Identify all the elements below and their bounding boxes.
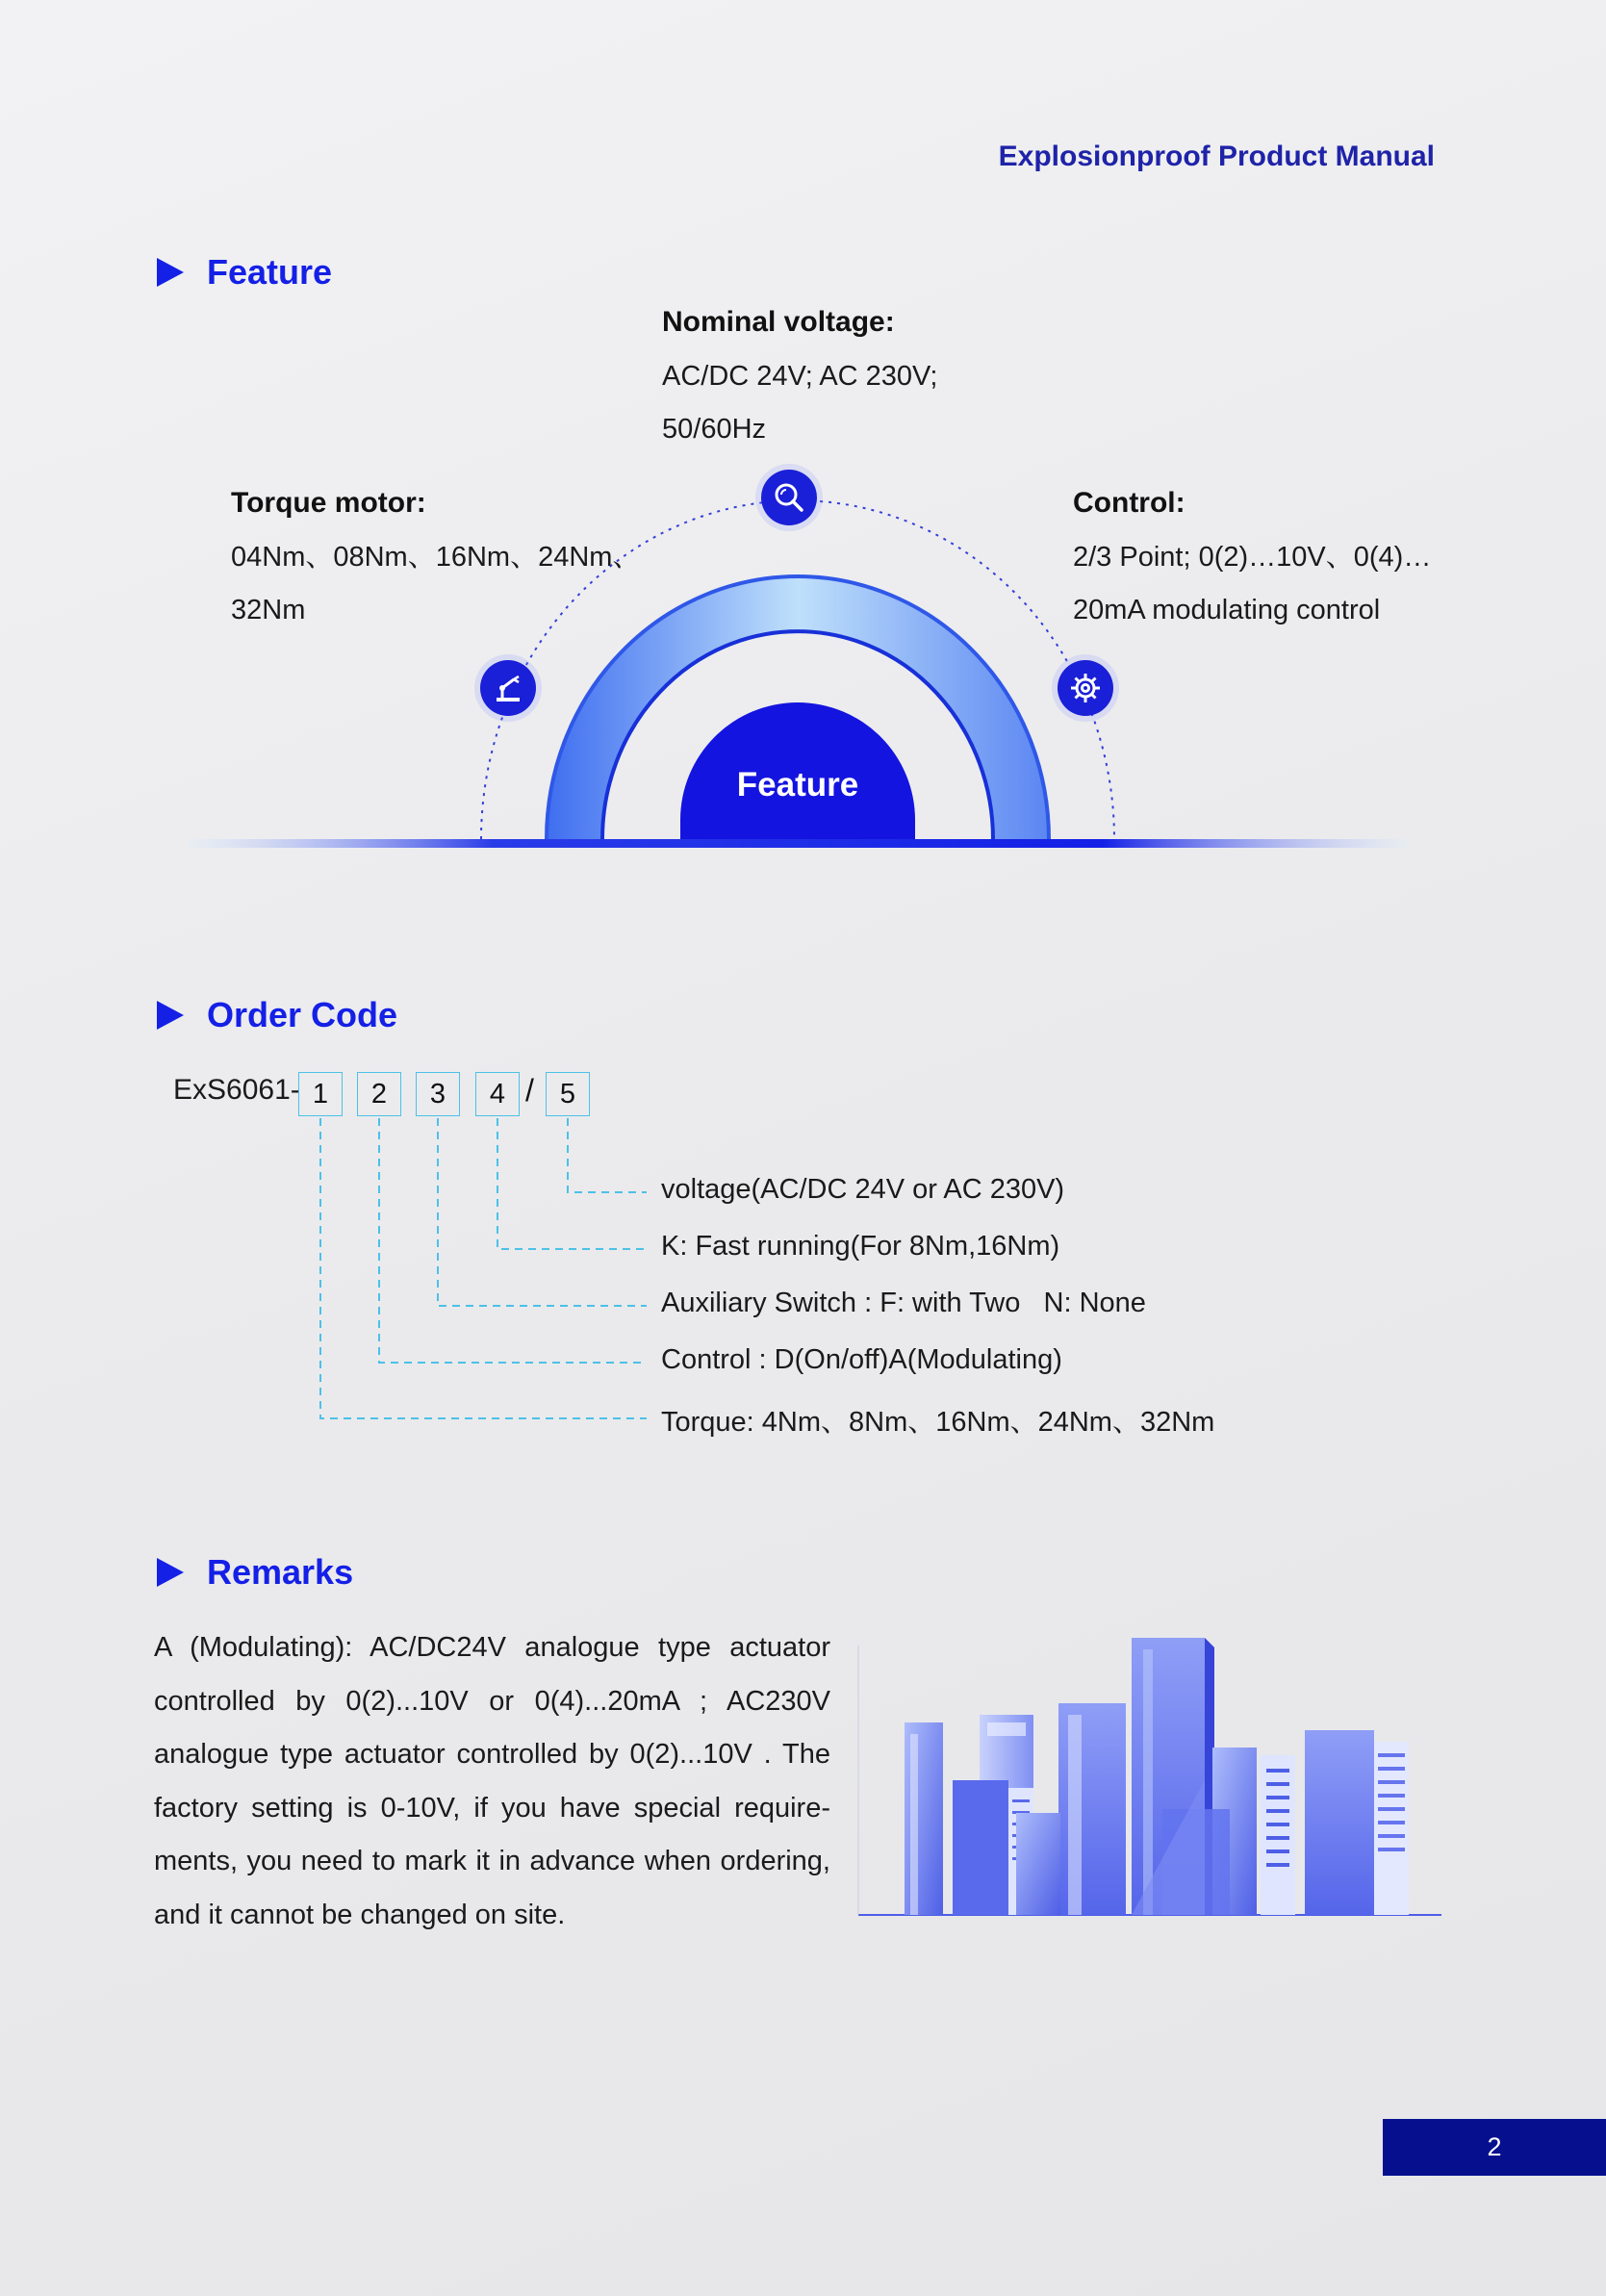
nominal-voltage-line1: AC/DC 24V; AC 230V; xyxy=(662,361,938,392)
code-box-3: 3 xyxy=(416,1072,460,1116)
torque-motor-block xyxy=(231,487,640,637)
control-label: Control: xyxy=(1073,487,1185,519)
code-box-4: 4 xyxy=(475,1072,520,1116)
remarks-section-heading xyxy=(157,1552,353,1593)
control-line2: 20mA modulating control xyxy=(1073,595,1381,625)
robot-arm-icon xyxy=(480,660,536,716)
feature-center-badge: Feature xyxy=(680,702,915,839)
nominal-voltage-line2: 50/60Hz xyxy=(662,414,767,445)
nominal-voltage-label: Nominal voltage: xyxy=(662,306,895,338)
torque-motor-line2: 32Nm xyxy=(231,595,306,625)
code-box-2: 2 xyxy=(357,1072,401,1116)
remarks-line: A (Modulating): AC/DC24V analogue type actuator xyxy=(154,1632,830,1663)
city-buildings-illustration xyxy=(856,1626,1443,1925)
control-line1: 2/3 Point; 0(2)…10V、0(4)… xyxy=(1073,542,1432,573)
legend-fast-running: K: Fast running(For 8Nm,16Nm) xyxy=(661,1231,1060,1262)
torque-motor-line1: 04Nm、08Nm、16Nm、24Nm、 xyxy=(231,542,641,573)
base-line xyxy=(188,839,1408,848)
legend-voltage: voltage(AC/DC 24V or AC 230V) xyxy=(661,1174,1065,1205)
code-box-5: 5 xyxy=(546,1072,590,1116)
search-icon xyxy=(761,470,817,525)
order-code-heading-text: Order Code xyxy=(207,995,398,1034)
remarks-line: analogue type actuator controlled by 0(2)...10V . The xyxy=(154,1739,830,1770)
triangle-bullet-icon xyxy=(157,1558,184,1587)
code-slash: / xyxy=(525,1073,534,1108)
nominal-voltage-block xyxy=(662,306,937,456)
manual-title: Explosionproof Product Manual xyxy=(998,140,1435,172)
control-block xyxy=(1073,487,1431,637)
order-code-prefix: ExS6061- xyxy=(173,1074,300,1106)
legend-aux-switch: Auxiliary Switch : F: with Two N: None xyxy=(661,1288,1146,1318)
remarks-line: controlled by 0(2)...10V or 0(4)...20mA ; AC230V xyxy=(154,1685,830,1717)
feature-heading-text: Feature xyxy=(207,252,333,292)
torque-motor-label: Torque motor: xyxy=(231,487,426,519)
triangle-bullet-icon xyxy=(157,1001,184,1030)
order-code-section-heading xyxy=(157,995,397,1035)
remarks-line: and it cannot be changed on site. xyxy=(154,1899,566,1930)
remarks-line: ments, you need to mark it in advance when ordering, xyxy=(154,1846,830,1876)
remarks-heading-text: Remarks xyxy=(207,1552,354,1592)
page-number: 2 xyxy=(1383,2119,1606,2176)
legend-torque: Torque: 4Nm、8Nm、16Nm、24Nm、32Nm xyxy=(661,1407,1215,1438)
code-box-1: 1 xyxy=(298,1072,343,1116)
legend-control: Control : D(On/off)A(Modulating) xyxy=(661,1344,1062,1375)
gear-icon xyxy=(1058,660,1113,716)
remarks-paragraph xyxy=(154,1621,830,1942)
remarks-line: factory setting is 0-10V, if you have special require- xyxy=(154,1792,830,1824)
